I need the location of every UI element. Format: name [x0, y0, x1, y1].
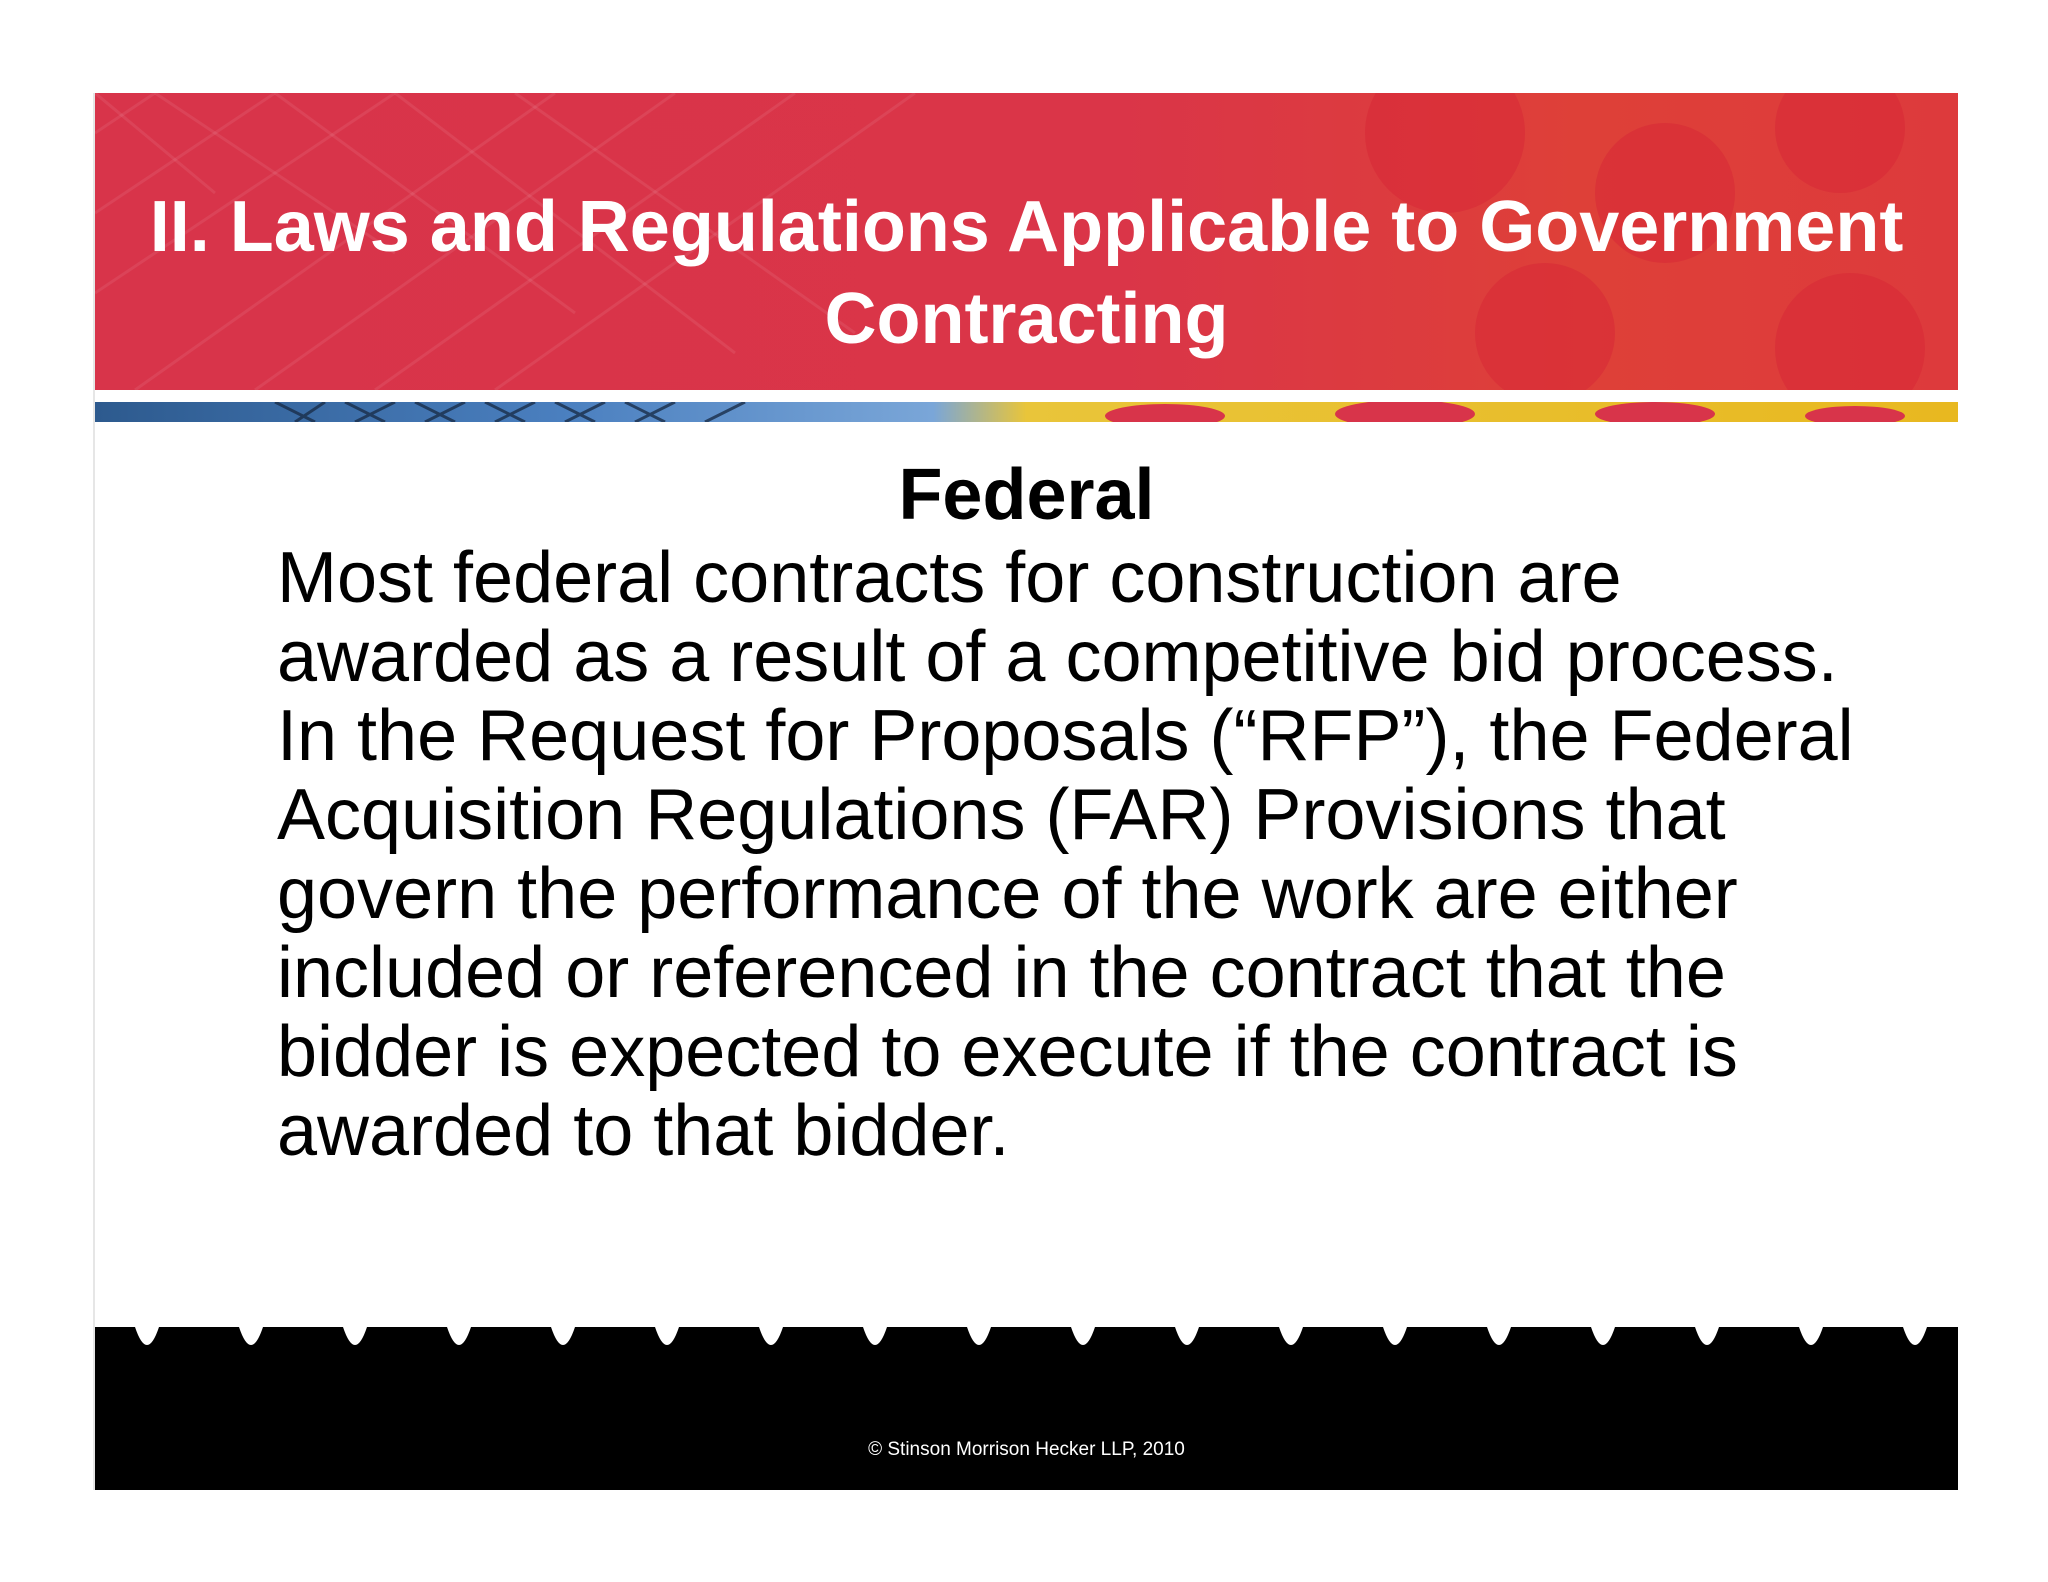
- scalloped-footer-shape: [95, 1327, 1958, 1490]
- slide: [93, 93, 1956, 1490]
- footer-bar: [95, 1327, 1958, 1490]
- slide-title: II. Laws and Regulations Applicable to Government Contracting: [149, 187, 1904, 359]
- decorative-photo-strip: [95, 402, 1958, 422]
- body-paragraph: Most federal contracts for construction are awarded as a result of a competitive bid process. In the Request for Proposals (“RFP”), the Federal Acquisition Regulations (FAR) Provisions that govern the performance of the work are either included or referenced in the contract that the bidder is expected to execute if the contract is awarded to that bidder.: [277, 538, 1854, 1171]
- title-banner: [95, 93, 1958, 390]
- copyright-notice: © Stinson Morrison Hecker LLP, 2010: [868, 1439, 1185, 1460]
- section-heading: Federal: [898, 455, 1155, 535]
- title-divider: [95, 390, 1958, 402]
